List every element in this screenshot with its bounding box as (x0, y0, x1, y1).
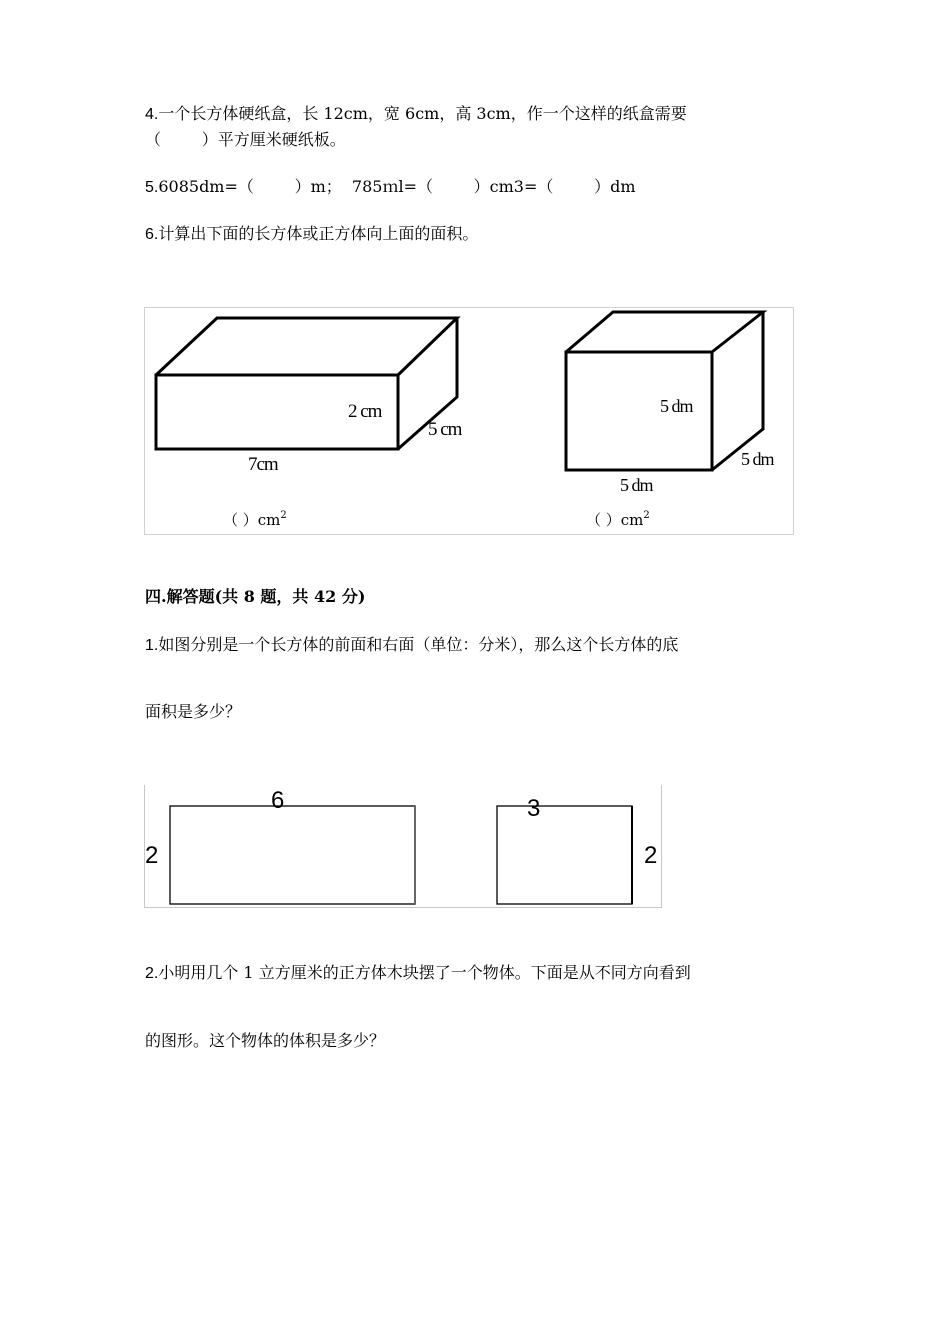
problem-1-line-2: 面积是多少？ (145, 702, 242, 721)
question-number: 4. (145, 106, 159, 123)
question-text: 一个长方体硬纸盒，长 12cm，宽 6cm，高 3cm，作一个这样的纸盒需要 (158, 104, 687, 123)
faces-figure (144, 785, 662, 908)
question-number: 2. (145, 965, 159, 982)
question-4-line-1 (145, 101, 687, 124)
problem-2-line-1 (145, 960, 691, 983)
side-top-label: 3 (527, 795, 541, 822)
front-top-label: 6 (271, 787, 285, 814)
cube-drawing (566, 312, 763, 470)
figure-border (145, 308, 794, 535)
cube-answer-blank: （ ）$cm^2$ (586, 510, 650, 529)
side-right-label: 2 (644, 842, 658, 869)
question-text: 6085dm=（ ）m； 785ｍl=（ ）cm3=（ ）dm (158, 177, 636, 196)
cube-height-label: 5 dm (660, 396, 693, 416)
question-number: 5. (145, 179, 159, 196)
cuboid-answer-blank: （ ）$cm^2$ (223, 510, 287, 529)
question-text: 计算出下面的长方体或正方体向上面的面积。 (158, 224, 479, 243)
question-number: 6. (145, 226, 159, 243)
question-4-line-2: （ ）平方厘米硬纸板。 (145, 130, 346, 149)
cube-depth-label: 5 dm (741, 449, 774, 469)
cuboid-depth-label: 5 cm (428, 419, 462, 440)
section-heading: 四.解答题(共 8 题，共 42 分) (145, 587, 366, 606)
question-text: 如图分别是一个长方体的前面和右面（单位：分米），那么这个长方体的底 (158, 635, 679, 654)
question-number: 1. (145, 637, 159, 654)
problem-1-line-1 (145, 632, 678, 655)
cube-width-label: 5 dm (620, 475, 653, 495)
cuboid-length-label: 7cm (248, 454, 278, 475)
cuboid-drawing (156, 318, 457, 449)
problem-2-line-2: 的图形。这个物体的体积是多少？ (145, 1031, 386, 1050)
side-face (497, 806, 632, 904)
question-6 (145, 221, 478, 244)
question-5 (145, 174, 636, 197)
cuboid-height-label: 2 cm (348, 401, 382, 422)
solids-figure (144, 307, 794, 535)
front-left-label: 2 (145, 842, 159, 869)
front-face (170, 806, 415, 904)
question-text: 小明用几个 1 立方厘米的正方体木块摆了一个物体。下面是从不同方向看到 (158, 963, 691, 982)
